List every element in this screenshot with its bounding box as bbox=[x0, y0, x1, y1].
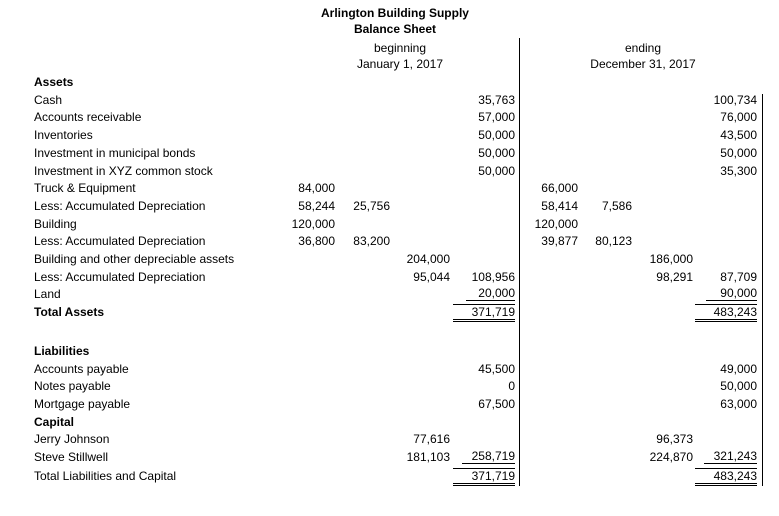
report-title: Balance Sheet bbox=[353, 22, 437, 36]
building-end-dep: 39,877 bbox=[541, 234, 578, 248]
munis-begin: 50,000 bbox=[478, 146, 515, 160]
capital-begin-total: 258,719 bbox=[462, 449, 515, 464]
truck-end-dep: 58,414 bbox=[541, 199, 578, 213]
steve-end: 224,870 bbox=[649, 450, 693, 464]
cash-label: Cash bbox=[34, 93, 63, 107]
column-divider-end bbox=[762, 94, 763, 486]
col-end-label: ending bbox=[624, 41, 662, 55]
notes-label: Notes payable bbox=[34, 379, 111, 393]
building-begin-gross: 120,000 bbox=[291, 217, 335, 231]
other-end-gross: 186,000 bbox=[649, 252, 693, 266]
cash-begin: 35,763 bbox=[478, 93, 515, 107]
building-end-net: 80,123 bbox=[595, 234, 632, 248]
xyz-end: 35,300 bbox=[720, 164, 757, 178]
mortgage-begin: 67,500 bbox=[478, 397, 515, 411]
building-begin-dep: 36,800 bbox=[298, 234, 335, 248]
truck-end-gross: 66,000 bbox=[541, 181, 578, 195]
total-assets-begin: 371,719 bbox=[453, 304, 515, 322]
total-liab-cap-end: 483,243 bbox=[695, 468, 757, 486]
building-begin-net: 83,200 bbox=[353, 234, 390, 248]
notes-end: 50,000 bbox=[720, 379, 757, 393]
truck-begin-dep: 58,244 bbox=[298, 199, 335, 213]
other-assets-label: Building and other depreciable assets bbox=[34, 252, 235, 266]
ap-begin: 45,500 bbox=[478, 362, 515, 376]
inventories-end: 43,500 bbox=[720, 128, 757, 142]
xyz-begin: 50,000 bbox=[478, 164, 515, 178]
building-label: Building bbox=[34, 217, 77, 231]
steve-label: Steve Stillwell bbox=[34, 450, 109, 464]
capital-heading: Capital bbox=[34, 415, 75, 429]
jerry-end: 96,373 bbox=[656, 432, 693, 446]
col-begin-label: beginning bbox=[373, 41, 427, 55]
land-end: 90,000 bbox=[706, 286, 757, 301]
inventories-begin: 50,000 bbox=[478, 128, 515, 142]
inventories-label: Inventories bbox=[34, 128, 93, 142]
col-end-date: December 31, 2017 bbox=[590, 57, 696, 71]
capital-end-total: 321,243 bbox=[704, 449, 757, 464]
xyz-label: Investment in XYZ common stock bbox=[34, 164, 213, 178]
truck-dep-label: Less: Accumulated Depreciation bbox=[34, 199, 206, 213]
truck-label: Truck & Equipment bbox=[34, 181, 136, 195]
company-name: Arlington Building Supply bbox=[321, 6, 469, 20]
column-divider-begin bbox=[519, 38, 520, 486]
other-end-net: 87,709 bbox=[720, 270, 757, 284]
total-liab-cap-label: Total Liabilities and Capital bbox=[34, 469, 177, 483]
col-begin-date: January 1, 2017 bbox=[356, 57, 444, 71]
ap-end: 49,000 bbox=[720, 362, 757, 376]
total-assets-end: 483,243 bbox=[695, 304, 757, 322]
other-begin-gross: 204,000 bbox=[406, 252, 450, 266]
munis-label: Investment in municipal bonds bbox=[34, 146, 196, 160]
other-dep-label: Less: Accumulated Depreciation bbox=[34, 270, 206, 284]
assets-heading: Assets bbox=[34, 75, 74, 89]
mortgage-label: Mortgage payable bbox=[34, 397, 131, 411]
jerry-begin: 77,616 bbox=[413, 432, 450, 446]
cash-end: 100,734 bbox=[713, 93, 757, 107]
building-end-gross: 120,000 bbox=[534, 217, 578, 231]
ar-end: 76,000 bbox=[720, 110, 757, 124]
total-liab-cap-begin: 371,719 bbox=[453, 468, 515, 486]
truck-begin-net: 25,756 bbox=[353, 199, 390, 213]
other-begin-net: 108,956 bbox=[471, 270, 515, 284]
ap-label: Accounts payable bbox=[34, 362, 129, 376]
land-begin: 20,000 bbox=[466, 286, 515, 301]
steve-begin: 181,103 bbox=[406, 450, 450, 464]
total-assets-label: Total Assets bbox=[34, 305, 105, 319]
land-label: Land bbox=[34, 287, 61, 301]
building-dep-label: Less: Accumulated Depreciation bbox=[34, 234, 206, 248]
liabilities-heading: Liabilities bbox=[34, 344, 90, 358]
jerry-label: Jerry Johnson bbox=[34, 432, 110, 446]
truck-begin-gross: 84,000 bbox=[298, 181, 335, 195]
mortgage-end: 63,000 bbox=[720, 397, 757, 411]
ar-begin: 57,000 bbox=[478, 110, 515, 124]
notes-begin: 0 bbox=[508, 379, 515, 393]
ar-label: Accounts receivable bbox=[34, 110, 142, 124]
other-end-dep: 98,291 bbox=[656, 270, 693, 284]
munis-end: 50,000 bbox=[720, 146, 757, 160]
truck-end-net: 7,586 bbox=[601, 199, 632, 213]
other-begin-dep: 95,044 bbox=[413, 270, 450, 284]
